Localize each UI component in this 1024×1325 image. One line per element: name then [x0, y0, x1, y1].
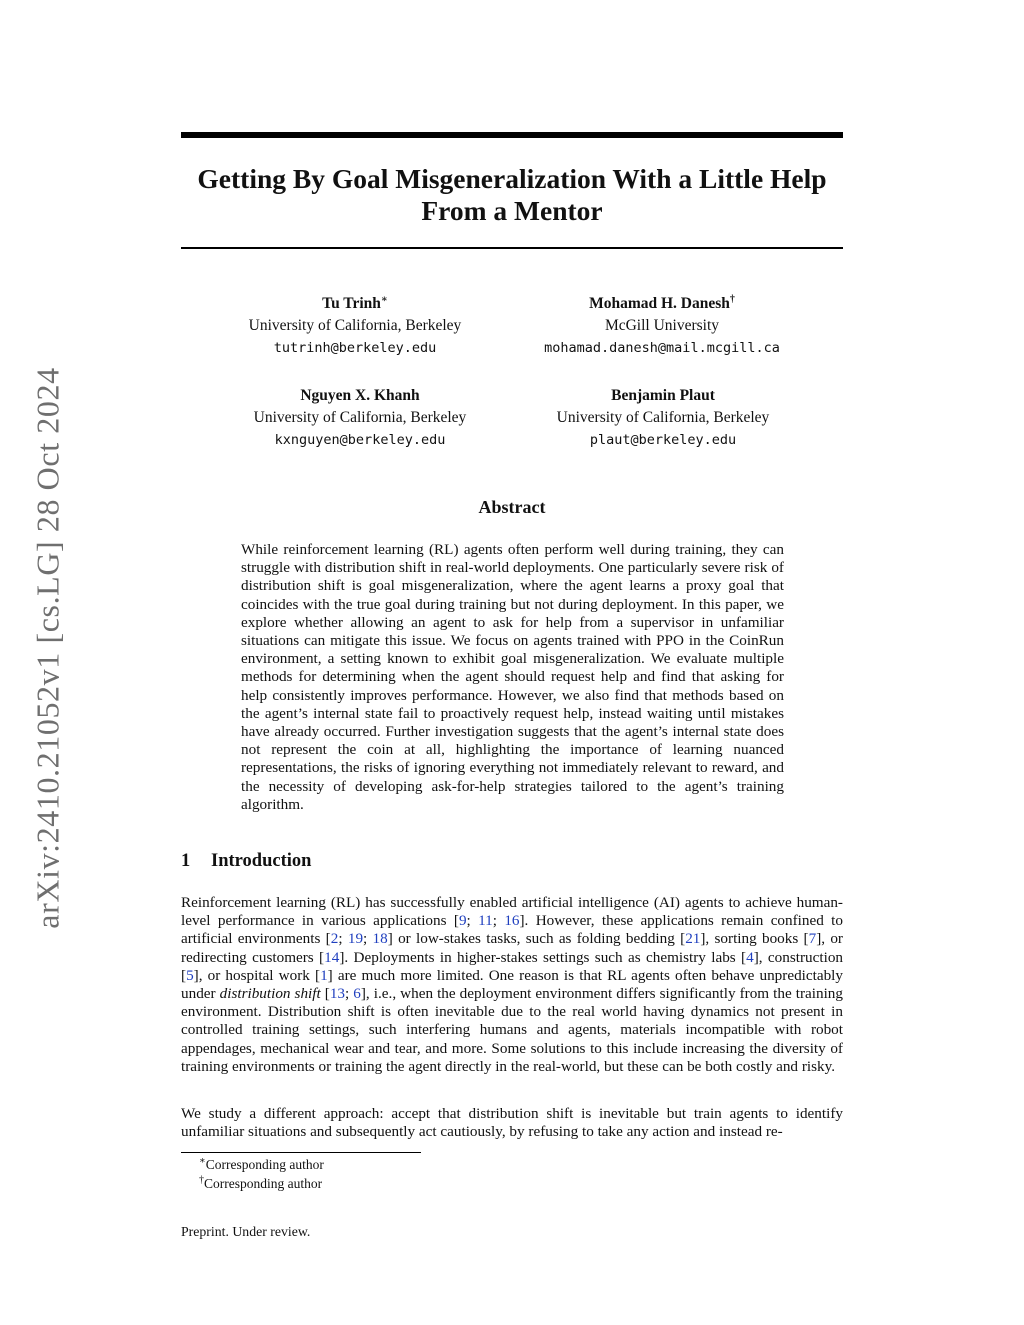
author-footnote-mark: † — [729, 293, 735, 305]
paragraph-text: ], sorting books [ — [700, 930, 809, 948]
author-email[interactable]: plaut@berkeley.edu — [589, 432, 737, 448]
author-name: Mohamad H. Danesh — [589, 295, 730, 312]
author-block — [512, 293, 812, 359]
author-email[interactable]: mohamad.danesh@mail.mcgill.ca — [544, 340, 780, 356]
paragraph-text: ; — [466, 912, 479, 930]
title-line-2: From a Mentor — [421, 195, 603, 226]
author-email[interactable]: tutrinh@berkeley.edu — [273, 340, 437, 356]
paragraph-text: ]. However, these applications remain confined to artificial environments [ — [181, 912, 843, 948]
author-block — [210, 385, 510, 451]
footnote — [199, 1157, 324, 1173]
author-affiliation: University of California, Berkeley — [253, 409, 467, 426]
author-name: Tu Trinh — [322, 295, 381, 312]
footnote-text: Corresponding author — [205, 1157, 324, 1172]
citation-link[interactable]: 21 — [685, 930, 701, 948]
author-email[interactable]: kxnguyen@berkeley.edu — [274, 432, 446, 448]
paragraph-text: ; — [345, 985, 354, 1003]
emphasis-text: distribution shift — [219, 985, 321, 1003]
paragraph-text: Reinforcement learning (RL) has successfully enabled artificial intelligence (AI) agents to achieve human-level performance in various applications [ — [181, 894, 843, 930]
paragraph-text: ] are much more limited. One reason is that RL agents often behave unpredictably under — [181, 966, 843, 1003]
citation-link[interactable]: 14 — [324, 948, 340, 966]
paragraph-text: [ — [320, 985, 330, 1003]
citation-link[interactable]: 11 — [478, 912, 493, 930]
paragraph-text: ; — [492, 912, 505, 930]
title-bottom-rule — [181, 247, 843, 249]
intro-paragraph-2: We study a different approach: accept that distribution shift is inevitable but train agents to identify unfamiliar situations and subsequently act cautiously, by refusing to take any action and instead re- — [181, 1105, 843, 1141]
citation-link[interactable]: 7 — [808, 930, 817, 948]
paragraph-text: ]. Deployments in higher-stakes settings such as chemistry labs [ — [339, 948, 747, 966]
author-footnote-mark: ∗ — [380, 293, 388, 305]
citation-link[interactable]: 2 — [330, 930, 339, 948]
paragraph-text: ], construction [ — [181, 948, 844, 984]
author-affiliation: University of California, Berkeley — [556, 409, 770, 426]
citation-link[interactable]: 1 — [320, 966, 328, 984]
title-top-rule — [181, 132, 843, 138]
author-affiliation: University of California, Berkeley — [248, 317, 462, 334]
paper-title — [181, 163, 843, 227]
author-name: Benjamin Plaut — [611, 387, 715, 404]
section-heading — [181, 851, 311, 872]
footnote — [199, 1176, 322, 1192]
citation-link[interactable]: 19 — [347, 930, 364, 948]
paragraph-text: ], or redirecting customers [ — [181, 930, 843, 966]
arxiv-identifier: arXiv:2410.21052v1 [cs.LG] 28 Oct 2024 — [29, 367, 66, 929]
citation-link[interactable]: 13 — [329, 985, 346, 1003]
author-affiliation: McGill University — [604, 317, 720, 334]
footnote-mark: † — [199, 1174, 204, 1186]
paragraph-text: ], or hospital work [ — [193, 966, 321, 984]
author-block — [205, 293, 505, 359]
citation-link[interactable]: 16 — [504, 912, 520, 930]
footnote-text: Corresponding author — [204, 1176, 323, 1191]
citation-link[interactable]: 6 — [353, 985, 361, 1003]
paragraph-text: ], i.e., when the deployment environment differs significantly from the training environment. Distribution shift is often inevitable due to the real world having dynamics not present in controlled training settings, such interfering humans and agents, materials incompatible with robot appendages, mechanical wear and tear, and more. Some solutions to this include increasing the diversity of training environments or training the agent directly in the real-world, but these can be both costly and risky. — [181, 985, 843, 1075]
citation-link[interactable]: 5 — [186, 966, 194, 984]
footnote-divider — [181, 1152, 421, 1153]
paragraph-text: ; — [363, 930, 373, 948]
abstract-heading: Abstract — [478, 497, 546, 517]
author-name: Nguyen X. Khanh — [300, 387, 420, 404]
citation-link[interactable]: 9 — [458, 912, 467, 930]
section-number: 1 — [181, 851, 191, 871]
intro-paragraph-1 — [181, 894, 843, 1076]
citation-link[interactable]: 18 — [372, 930, 388, 948]
author-block — [513, 385, 813, 451]
title-line-1: Getting By Goal Misgeneralization With a Little Help — [197, 163, 827, 194]
paragraph-text: ; — [338, 930, 348, 948]
abstract-text: While reinforcement learning (RL) agents often perform well during training, they can struggle with distribution shift in real-world deployments. One particularly severe risk of distribution shift is goal misgeneralization, where the agent learns a proxy goal that coincides with the true goal during training but not during deployment. In this paper, we explore whether allowing an agent to ask for help from a supervisor in unfamiliar situations can mitigate this issue. We focus on agents trained with PPO in the CoinRun environment, a setting known to exhibit goal misgeneralization. We evaluate multiple methods for determining when the agent should request help and find that asking for help consistently improves performance. However, we also find that methods based on the agent’s internal state fail to proactively request help, instead waiting until mistakes have already occurred. Further investigation suggests that the agent’s internal state does not represent the coin at all, highlighting the importance of learning nuanced representations, the risks of ignoring everything not immediately relevant to reward, and the necessity of developing ask-for-help strategies tailored to the agent’s training algorithm. — [241, 541, 784, 813]
preprint-footer: Preprint. Under review. — [181, 1224, 311, 1239]
footnote-mark: ∗ — [199, 1155, 206, 1167]
section-title: Introduction — [211, 851, 312, 871]
citation-link[interactable]: 4 — [746, 948, 754, 966]
paragraph-text: ] or low-stakes tasks, such as folding bedding [ — [387, 930, 686, 948]
